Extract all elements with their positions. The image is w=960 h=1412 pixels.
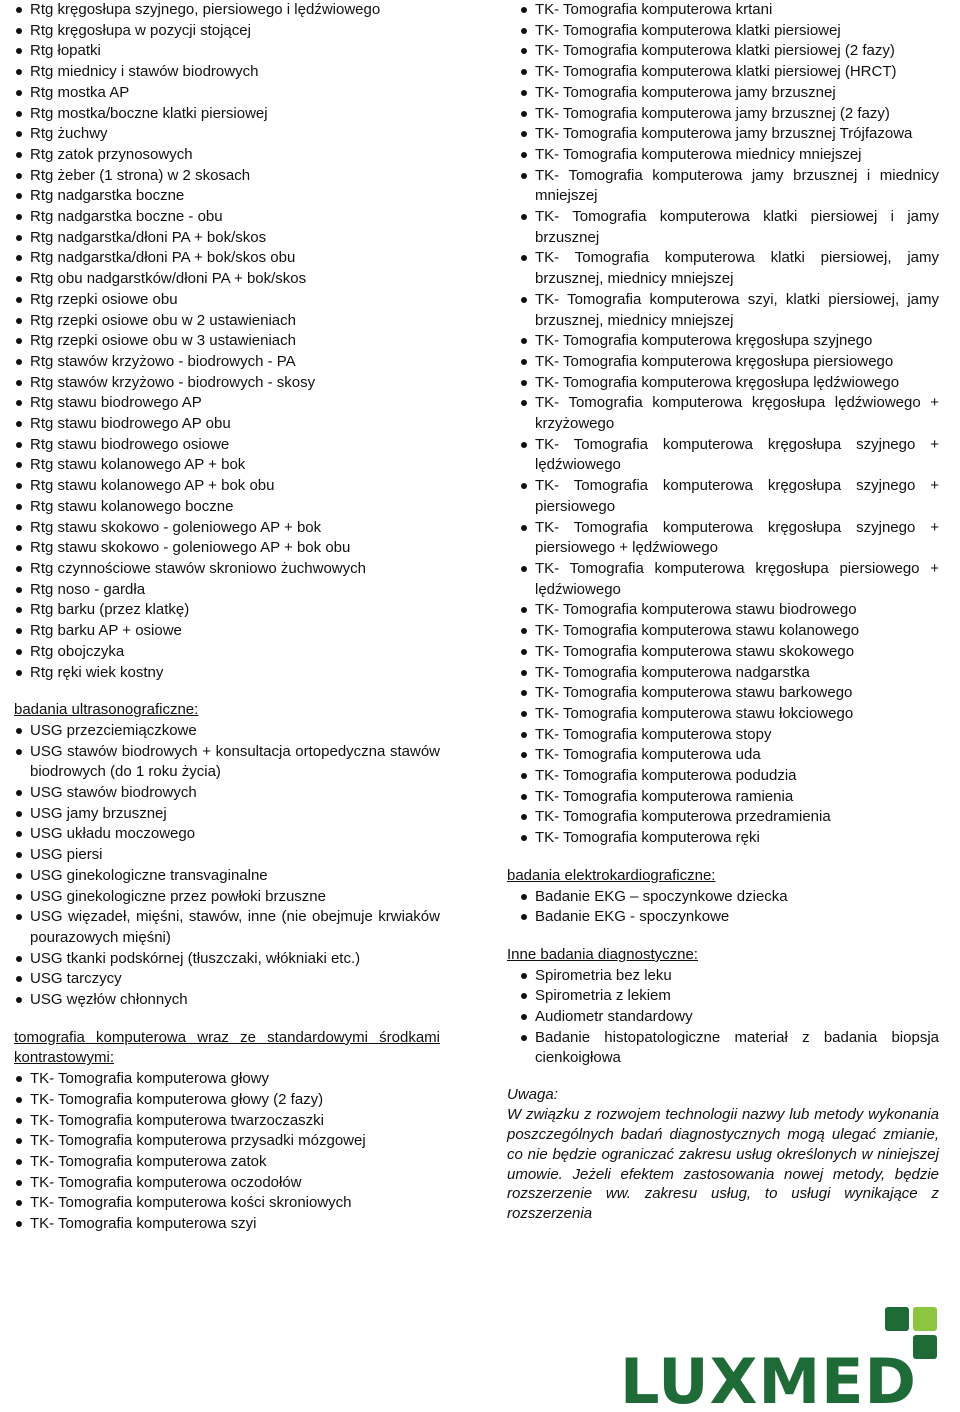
note-text: W związku z rozwojem technologii nazwy lub metody wykonania poszczególnych badań diagnostycznych mogą ulegać zmianie, co nie będzie ograniczać zakresu usług określonych w niniejszej umowie. Jeżeli efektem zastosowania nowej metody, będzie rozszerzenie ww. zakresu usług, to usługi wynikające z rozszerzenia bbox=[507, 1106, 939, 1223]
list-item: USG stawów biodrowych bbox=[14, 783, 440, 804]
list-item: TK- Tomografia komputerowa krtani bbox=[519, 0, 939, 21]
list-item: TK- Tomografia komputerowa stopy bbox=[519, 725, 939, 746]
list-item: Rtg stawu kolanowego AP + bok bbox=[14, 455, 440, 476]
tk-list-left bbox=[14, 1069, 440, 1235]
list-item: Rtg żeber (1 strona) w 2 skosach bbox=[14, 166, 440, 187]
list-item: Rtg barku (przez klatkę) bbox=[14, 600, 440, 621]
list-item: Rtg barku AP + osiowe bbox=[14, 621, 440, 642]
ekg-list bbox=[519, 887, 939, 928]
list-item: Badanie EKG – spoczynkowe dziecka bbox=[519, 887, 939, 908]
list-item: Spirometria bez leku bbox=[519, 966, 939, 987]
list-item: USG stawów biodrowych + konsultacja ortopedyczna stawów biodrowych (do 1 roku życia) bbox=[14, 742, 440, 783]
list-item: USG tarczycy bbox=[14, 969, 440, 990]
list-item: USG układu moczowego bbox=[14, 824, 440, 845]
list-item: TK- Tomografia komputerowa stawu skokowego bbox=[519, 642, 939, 663]
list-item: Rtg stawów krzyżowo - biodrowych - skosy bbox=[14, 373, 440, 394]
list-item: TK- Tomografia komputerowa oczodołów bbox=[14, 1173, 440, 1194]
list-item: TK- Tomografia komputerowa przysadki mózgowej bbox=[14, 1131, 440, 1152]
list-item: TK- Tomografia komputerowa jamy brzusznej Trójfazowa bbox=[519, 124, 939, 145]
other-list bbox=[519, 966, 939, 1070]
list-item: Rtg nadgarstka/dłoni PA + bok/skos bbox=[14, 228, 440, 249]
list-item: USG jamy brzusznej bbox=[14, 804, 440, 825]
list-item: Rtg stawu skokowo - goleniowego AP + bok bbox=[14, 518, 440, 539]
list-item: TK- Tomografia komputerowa kręgosłupa szyjnego bbox=[519, 331, 939, 352]
list-item: Rtg stawu skokowo - goleniowego AP + bok obu bbox=[14, 538, 440, 559]
usg-list bbox=[14, 721, 440, 1011]
list-item: Rtg nadgarstka/dłoni PA + bok/skos obu bbox=[14, 248, 440, 269]
list-item: TK- Tomografia komputerowa klatki piersiowej (2 fazy) bbox=[519, 41, 939, 62]
list-item: Rtg rzepki osiowe obu w 3 ustawieniach bbox=[14, 331, 440, 352]
note-title: Uwaga: bbox=[507, 1086, 558, 1104]
list-item: Rtg żuchwy bbox=[14, 124, 440, 145]
list-item: Rtg stawu biodrowego AP obu bbox=[14, 414, 440, 435]
list-item: USG piersi bbox=[14, 845, 440, 866]
list-item: TK- Tomografia komputerowa zatok bbox=[14, 1152, 440, 1173]
rtg-list bbox=[14, 0, 440, 683]
list-item: Audiometr standardowy bbox=[519, 1007, 939, 1028]
left-column bbox=[14, 0, 440, 1235]
tk-list-right bbox=[519, 0, 939, 849]
list-item: Badanie histopatologiczne materiał z badania biopsja cienkoigłowa bbox=[519, 1028, 939, 1069]
list-item: TK- Tomografia komputerowa szyi bbox=[14, 1214, 440, 1235]
list-item: TK- Tomografia komputerowa stawu kolanowego bbox=[519, 621, 939, 642]
list-item: TK- Tomografia komputerowa kręgosłupa szyjnego + lędźwiowego bbox=[519, 435, 939, 476]
list-item: TK- Tomografia komputerowa klatki piersiowej, jamy brzusznej, miednicy mniejszej bbox=[519, 248, 939, 289]
list-item: Rtg stawu kolanowego boczne bbox=[14, 497, 440, 518]
list-item: TK- Tomografia komputerowa miednicy mniejszej bbox=[519, 145, 939, 166]
list-item: TK- Tomografia komputerowa ramienia bbox=[519, 787, 939, 808]
luxmed-logo-image bbox=[620, 1305, 950, 1405]
list-item: TK- Tomografia komputerowa stawu barkowego bbox=[519, 683, 939, 704]
list-item: TK- Tomografia komputerowa kręgosłupa szyjnego + piersiowego + lędźwiowego bbox=[519, 518, 939, 559]
list-item: TK- Tomografia komputerowa głowy (2 fazy) bbox=[14, 1090, 440, 1111]
list-item: TK- Tomografia komputerowa uda bbox=[519, 745, 939, 766]
list-item: Rtg czynnościowe stawów skroniowo żuchwowych bbox=[14, 559, 440, 580]
right-column bbox=[507, 0, 939, 1224]
list-item: TK- Tomografia komputerowa ręki bbox=[519, 828, 939, 849]
other-section-title: Inne badania diagnostyczne: bbox=[507, 945, 698, 963]
list-item: Rtg zatok przynosowych bbox=[14, 145, 440, 166]
list-item: Rtg ręki wiek kostny bbox=[14, 663, 440, 684]
list-item: Rtg stawu kolanowego AP + bok obu bbox=[14, 476, 440, 497]
list-item: TK- Tomografia komputerowa szyi, klatki piersiowej, jamy brzusznej, miednicy mniejszej bbox=[519, 290, 939, 331]
list-item: Rtg nadgarstka boczne bbox=[14, 186, 440, 207]
list-item: Rtg kręgosłupa w pozycji stojącej bbox=[14, 21, 440, 42]
list-item: TK- Tomografia komputerowa klatki piersiowej bbox=[519, 21, 939, 42]
list-item: USG ginekologiczne przez powłoki brzuszne bbox=[14, 887, 440, 908]
list-item: USG tkanki podskórnej (tłuszczaki, włókniaki etc.) bbox=[14, 949, 440, 970]
list-item: Rtg kręgosłupa szyjnego, piersiowego i lędźwiowego bbox=[14, 0, 440, 21]
list-item: TK- Tomografia komputerowa kręgosłupa piersiowego bbox=[519, 352, 939, 373]
list-item: Rtg stawów krzyżowo - biodrowych - PA bbox=[14, 352, 440, 373]
luxmed-logo bbox=[620, 1305, 950, 1405]
list-item: Rtg rzepki osiowe obu bbox=[14, 290, 440, 311]
list-item: TK- Tomografia komputerowa kręgosłupa lędźwiowego + krzyżowego bbox=[519, 393, 939, 434]
list-item: Rtg noso - gardła bbox=[14, 580, 440, 601]
ekg-section-title: badania elektrokardiograficzne: bbox=[507, 866, 716, 884]
list-item: TK- Tomografia komputerowa klatki piersiowej i jamy brzusznej bbox=[519, 207, 939, 248]
list-item: TK- Tomografia komputerowa stawu łokciowego bbox=[519, 704, 939, 725]
list-item: TK- Tomografia komputerowa kręgosłupa lędźwiowego bbox=[519, 373, 939, 394]
list-item: TK- Tomografia komputerowa jamy brzusznej bbox=[519, 83, 939, 104]
list-item: TK- Tomografia komputerowa głowy bbox=[14, 1069, 440, 1090]
list-item: USG węzłów chłonnych bbox=[14, 990, 440, 1011]
list-item: TK- Tomografia komputerowa jamy brzusznej i miednicy mniejszej bbox=[519, 166, 939, 207]
list-item: TK- Tomografia komputerowa kręgosłupa szyjnego + piersiowego bbox=[519, 476, 939, 517]
list-item: TK- Tomografia komputerowa kości skroniowych bbox=[14, 1193, 440, 1214]
list-item: USG więzadeł, mięśni, stawów, inne (nie obejmuje krwiaków pourazowych mięśni) bbox=[14, 907, 440, 948]
list-item: Rtg łopatki bbox=[14, 41, 440, 62]
list-item: Rtg obojczyka bbox=[14, 642, 440, 663]
list-item: TK- Tomografia komputerowa kręgosłupa piersiowego + lędźwiowego bbox=[519, 559, 939, 600]
list-item: TK- Tomografia komputerowa nadgarstka bbox=[519, 663, 939, 684]
list-item: TK- Tomografia komputerowa klatki piersiowej (HRCT) bbox=[519, 62, 939, 83]
list-item: USG ginekologiczne transvaginalne bbox=[14, 866, 440, 887]
list-item: Rtg nadgarstka boczne - obu bbox=[14, 207, 440, 228]
list-item: TK- Tomografia komputerowa podudzia bbox=[519, 766, 939, 787]
list-item: TK- Tomografia komputerowa twarzoczaszki bbox=[14, 1111, 440, 1132]
list-item: Rtg mostka AP bbox=[14, 83, 440, 104]
list-item: TK- Tomografia komputerowa jamy brzusznej (2 fazy) bbox=[519, 104, 939, 125]
list-item: Rtg rzepki osiowe obu w 2 ustawieniach bbox=[14, 311, 440, 332]
list-item: Badanie EKG - spoczynkowe bbox=[519, 907, 939, 928]
list-item: Spirometria z lekiem bbox=[519, 986, 939, 1007]
list-item: TK- Tomografia komputerowa stawu biodrowego bbox=[519, 600, 939, 621]
list-item: Rtg stawu biodrowego AP bbox=[14, 393, 440, 414]
list-item: Rtg stawu biodrowego osiowe bbox=[14, 435, 440, 456]
svg-text:LUXMED: LUXMED bbox=[620, 1345, 917, 1405]
list-item: Rtg mostka/boczne klatki piersiowej bbox=[14, 104, 440, 125]
list-item: Rtg miednicy i stawów biodrowych bbox=[14, 62, 440, 83]
usg-section-title: badania ultrasonograficzne: bbox=[14, 701, 199, 719]
list-item: USG przezciemiączkowe bbox=[14, 721, 440, 742]
list-item: TK- Tomografia komputerowa przedramienia bbox=[519, 807, 939, 828]
tk-section-title: tomografia komputerowa wraz ze standardowymi środkami kontrastowymi: bbox=[14, 1028, 440, 1067]
list-item: Rtg obu nadgarstków/dłoni PA + bok/skos bbox=[14, 269, 440, 290]
